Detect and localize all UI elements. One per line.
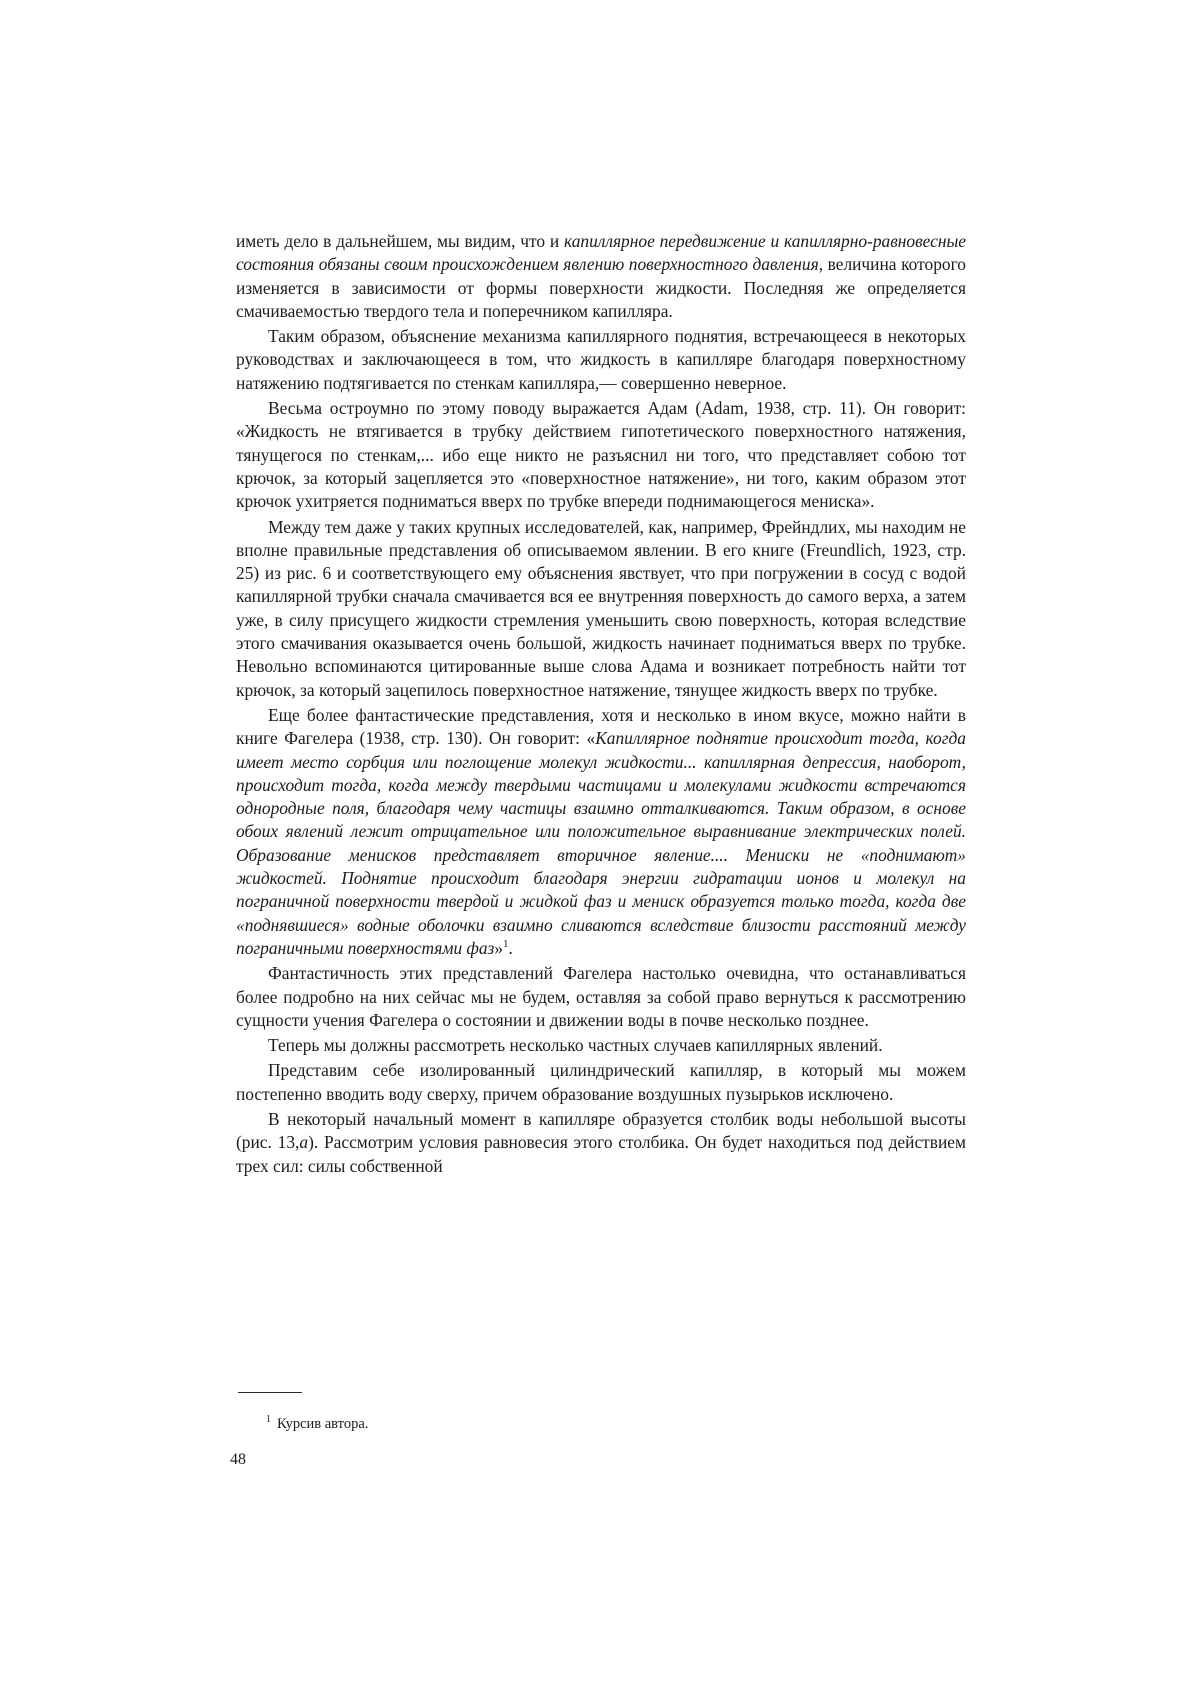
paragraph [236,516,966,702]
text-segment: , величина которого изменяется в зависимости от формы поверхности жидкости. Последняя же определяется смачиваемостью твердого тела и поперечником капилляра. [236,254,966,321]
paragraph [236,962,966,1032]
text-segment: » [494,937,504,958]
text-segment: . [508,937,513,958]
footnote-divider [238,1392,302,1393]
body-text [236,230,966,1180]
text-segment: иметь дело в дальнейшем, мы видим, что и [236,231,565,251]
paragraph [236,1108,966,1178]
paragraph [236,1034,966,1057]
page-number: 48 [230,1451,246,1468]
italic-text: Капиллярное поднятие происходит тогда, когда имеет место сорбция или поглощение молекул жидкости... капиллярная депрессия, наоборот, происходит тогда, когда между твердыми частицами и молекулами жидкости встречаются однородные поля, благодаря чему частицы взаимно отталкиваются. Таким образом, в основе обоих явлений лежит отрицательное или положительное выравнивание электрических полей. Образование менисков представляет вторичное явление.... Мениски не «поднимают» жидкостей. Поднятие происходит благодаря энергии гидратации ионов и молекул на пограничной поверхности твердой и жидкой фаз и мениск образуется только тогда, когда две «поднявшиеся» водные оболочки взаимно сливаются вследствие близости расстояний между пограничными поверхностями фаз [236,728,966,958]
text-segment: Теперь мы должны рассмотреть несколько частных случаев капиллярных явлений. [268,1035,883,1056]
footnote-mark: 1 [266,1414,271,1426]
italic-text: a [299,1132,309,1153]
text-segment: Представим себе изолированный цилиндрический капилляр, в который мы можем постепенно вводить воду сверху, причем образование воздушных пузырьков исключено. [236,1060,966,1104]
text-segment: В некоторый начальный момент в капилляре образуется столбик воды небольшой высоты (рис. 13, [236,1108,966,1153]
text-segment: Фантастичность этих представлений Фагелера настолько очевидна, что останавливаться более подробно на них сейчас мы не будем, оставляя за собой право вернуться к рассмотрению сущности учения Фагелера о состоянии и движении воды в почве несколько позднее. [236,963,966,1030]
footnote-reference: 1 [503,938,509,951]
italic-text: капиллярное передвижение и капиллярно-равновесные состояния обязаны своим происхождением явлению поверхностного давления [236,231,966,275]
paragraph [236,397,966,513]
text-segment: Еще более фантастические представления, хотя и несколько в ином вкусе, можно найти в книге Фагелера (1938, стр. 130). Он говорит: « [236,704,966,749]
footnote-text: Курсив автора. [277,1416,369,1432]
paragraph [236,1059,966,1106]
footnote [266,1414,368,1434]
text-segment: Таким образом, объяснение механизма капиллярного поднятия, встречающееся в некоторых руководствах и заключающееся в том, что жидкость в капилляре благодаря поверхностному натяжению подтягивается по стенкам капилляра,— совершенно неверное. [236,326,966,393]
text-segment: Между тем даже у таких крупных исследователей, как, например, Фрейндлих, мы находим не вполне правильные представления об описываемом явлении. В его книге (Freundlich, 1923, стр. 25) из рис. 6 и соответствующего ему объяснения явствует, что при погружении в сосуд с водой капиллярной трубки сначала смачивается вся ее внутренняя поверхность до самого верха, а затем уже, в силу присущего жидкости стремления уменьшить свою поверхность, которая вследствие этого смачивания оказывается очень большой, жидкость начинает подниматься вверх по трубке. Невольно вспоминаются цитированные выше слова Адама и возникает потребность найти тот крючок, за который зацепилось поверхностное натяжение, тянущее жидкость вверх по трубке. [236,516,966,700]
paragraph [236,230,966,323]
paragraph [236,704,966,960]
paragraph [236,325,966,395]
text-segment: Весьма остроумно по этому поводу выражается Адам (Adam, 1938, стр. 11). Он говорит: «Жидкость не втягивается в трубку действием гипотетического поверхностного натяжения, тянущегося по стенкам,... ибо еще никто не разъяснил ни того, что представляет собою тот крючок, за который зацепляется это «поверхностное натяжение», ни того, каким образом этот крючок ухитряется подниматься вверх по трубке впереди поднимающегося мениска». [236,398,966,512]
text-segment: ). Рассмотрим условия равновесия этого столбика. Он будет находиться под действием трех сил: силы собственной [236,1132,966,1176]
